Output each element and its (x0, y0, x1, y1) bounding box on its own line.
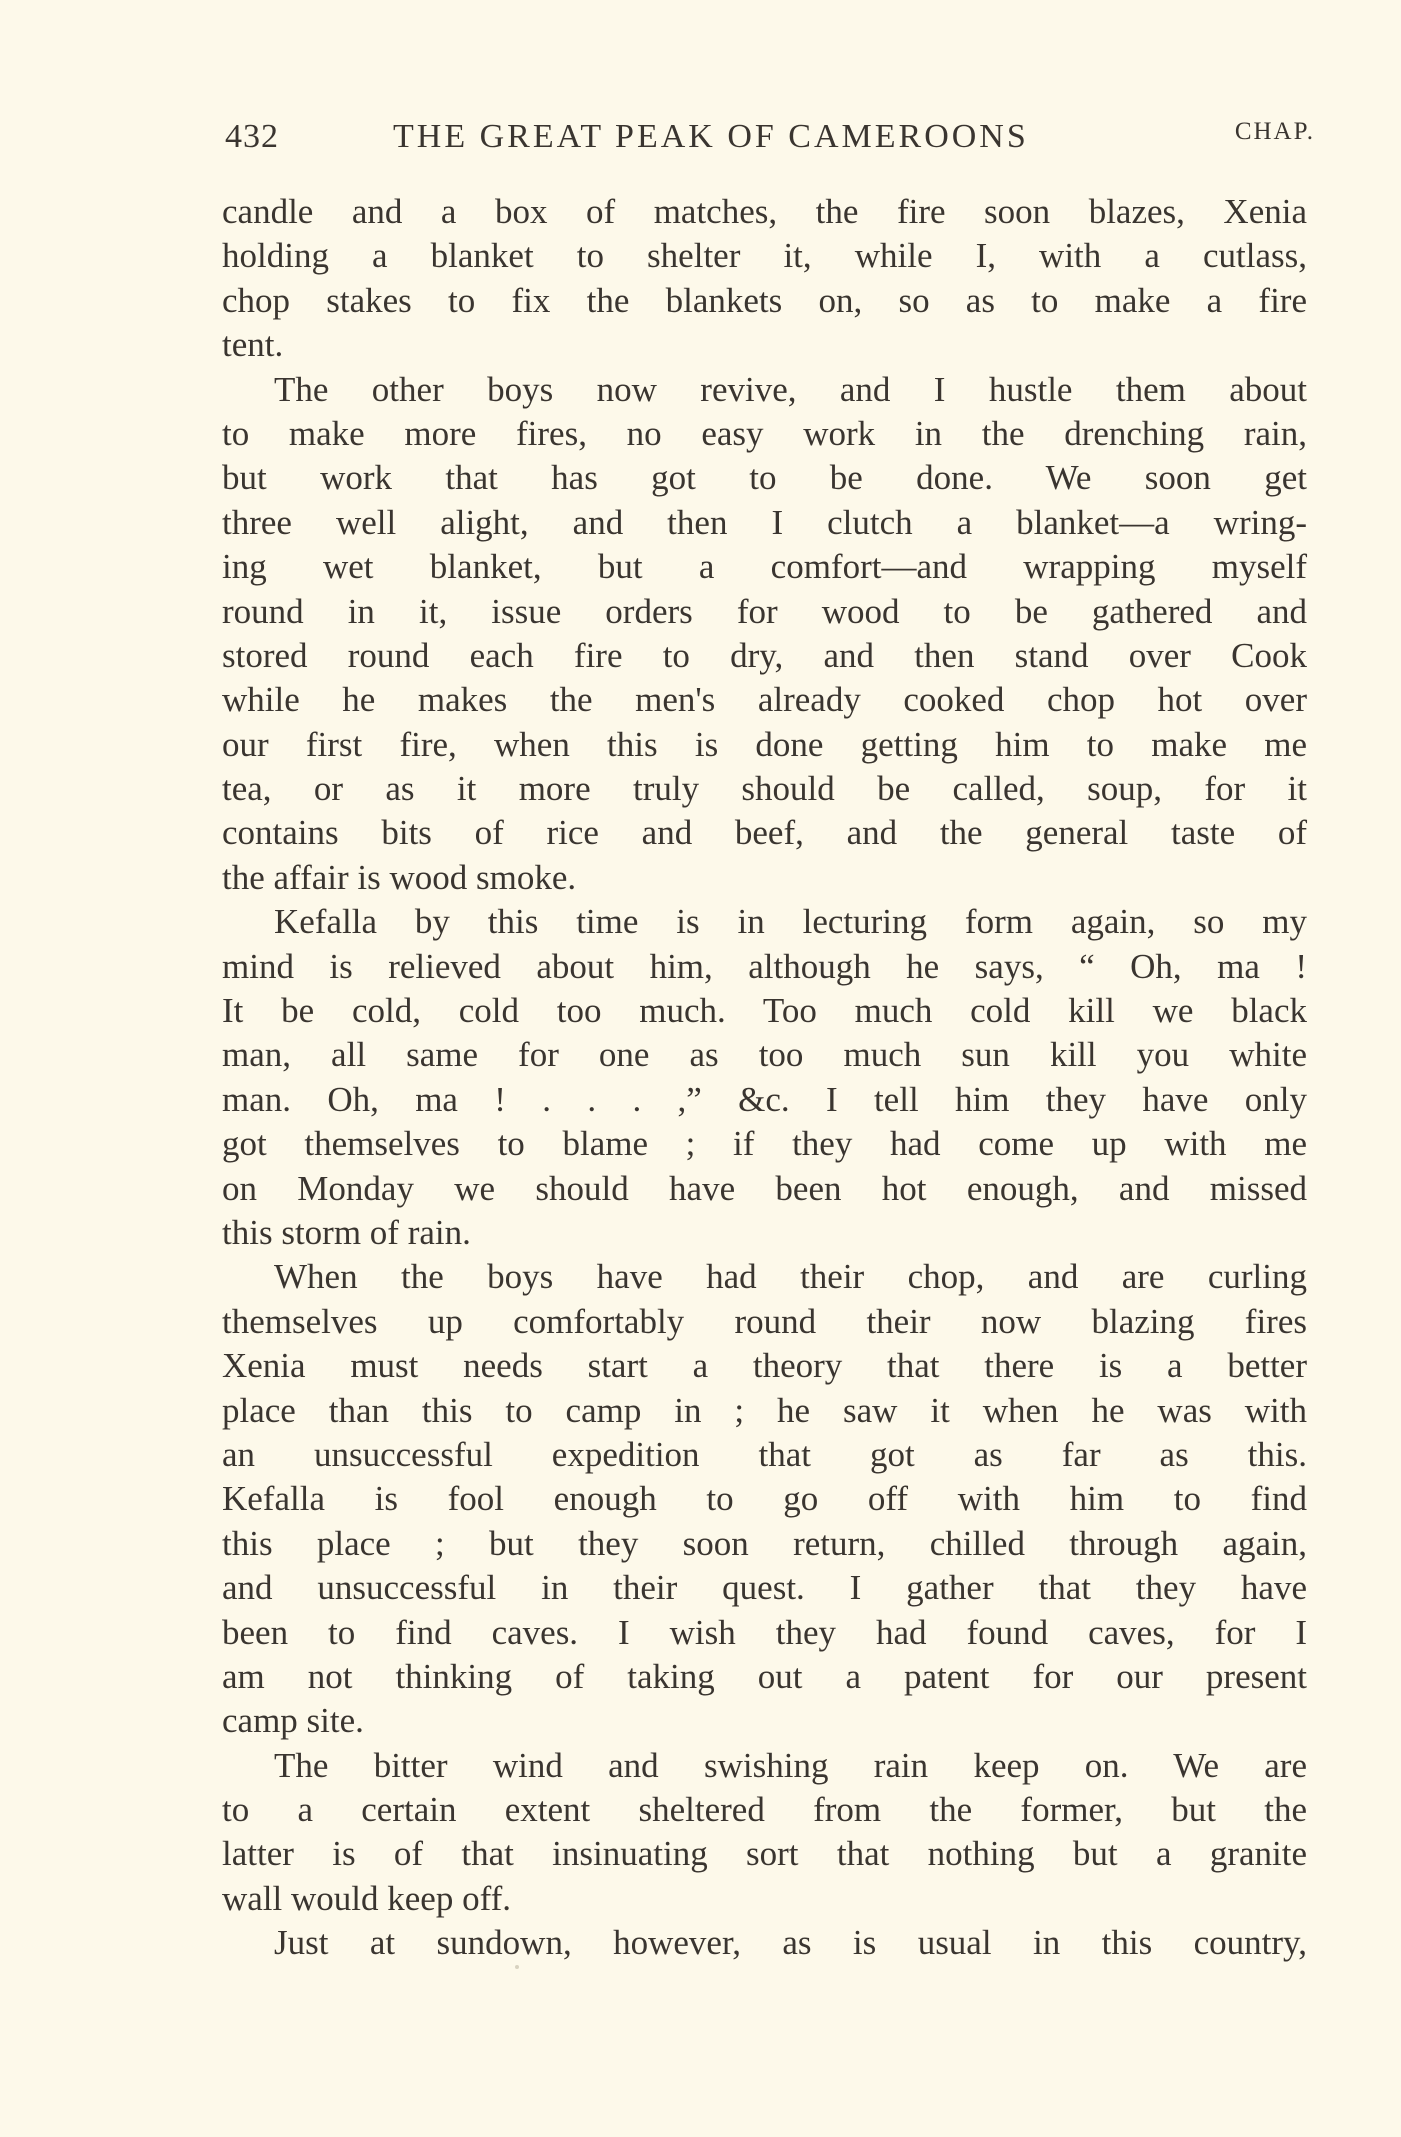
text-line: tent. (222, 325, 284, 365)
text-line: mind is relieved about him, although he says, “ Oh, ma ! (222, 946, 1307, 986)
paragraph-start-line: The bitter wind and swishing rain keep on. We are (274, 1745, 1307, 1785)
text-line: the affair is wood smoke. (222, 857, 577, 897)
chapter-mark: CHAP. (1234, 118, 1315, 145)
text-line: themselves up comfortably round their now blazing fires (222, 1301, 1307, 1341)
text-line: this place ; but they soon return, chilled through again, (222, 1523, 1307, 1563)
text-line: while he makes the men's already cooked chop hot over (222, 680, 1307, 720)
text-line: camp site. (222, 1701, 364, 1741)
paragraph-start-line: Kefalla by this time is in lecturing form again, so my (274, 902, 1307, 942)
body-text (222, 190, 1307, 1966)
text-line: latter is of that insinuating sort that nothing but a granite (222, 1834, 1307, 1874)
text-line: candle and a box of matches, the fire soon blazes, Xenia (222, 192, 1307, 231)
text-line: our first fire, when this is done getting him to make me (222, 724, 1307, 764)
running-head (225, 118, 1315, 168)
paragraph-start-line: When the boys have had their chop, and are curling (274, 1257, 1307, 1297)
text-line: holding a blanket to shelter it, while I, with a cutlass, (222, 236, 1307, 276)
text-line: place than this to camp in ; he saw it when he was with (222, 1390, 1307, 1430)
text-line: man, all same for one as too much sun kill you white (222, 1035, 1307, 1075)
text-line: to make more fires, no easy work in the drenching rain, (222, 413, 1307, 453)
text-line: on Monday we should have been hot enough, and missed (222, 1168, 1307, 1208)
paragraph-start-line: The other boys now revive, and I hustle them about (274, 369, 1307, 409)
page-number: 432 (225, 118, 279, 155)
text-line: an unsuccessful expedition that got as far as this. (222, 1434, 1307, 1474)
text-line: to a certain extent sheltered from the former, but the (222, 1790, 1307, 1830)
text-line: am not thinking of taking out a patent for our present (222, 1656, 1307, 1696)
text-line: three well alight, and then I clutch a blanket—a wring- (222, 502, 1307, 542)
text-line: man. Oh, ma ! . . . ,” &c. I tell him they have only (222, 1079, 1307, 1119)
text-line: stored round each fire to dry, and then stand over Cook (222, 635, 1307, 675)
text-line: chop stakes to fix the blankets on, so as to make a fire (222, 280, 1307, 320)
text-line: got themselves to blame ; if they had come up with me (222, 1124, 1307, 1164)
text-line: this storm of rain. (222, 1212, 471, 1252)
text-line: It be cold, cold too much. Too much cold kill we black (222, 991, 1307, 1031)
text-line: Xenia must needs start a theory that there is a better (222, 1346, 1307, 1386)
text-line: been to find caves. I wish they had found caves, for I (222, 1612, 1307, 1652)
paragraph-start-line: Just at sundown, however, as is usual in this country, (274, 1923, 1307, 1963)
paper-speck (515, 1965, 519, 1969)
text-line: ing wet blanket, but a comfort—and wrapping myself (222, 547, 1307, 587)
text-line: Kefalla is fool enough to go off with him to find (222, 1479, 1307, 1519)
text-line: wall would keep off. (222, 1878, 512, 1918)
text-line: and unsuccessful in their quest. I gather that they have (222, 1568, 1307, 1608)
running-title: THE GREAT PEAK OF CAMEROONS (393, 118, 1029, 155)
text-line: round in it, issue orders for wood to be gathered and (222, 591, 1307, 631)
text-line: tea, or as it more truly should be called, soup, for it (222, 769, 1307, 809)
text-line: contains bits of rice and beef, and the general taste of (222, 813, 1307, 853)
text-line: but work that has got to be done. We soon get (222, 458, 1307, 498)
